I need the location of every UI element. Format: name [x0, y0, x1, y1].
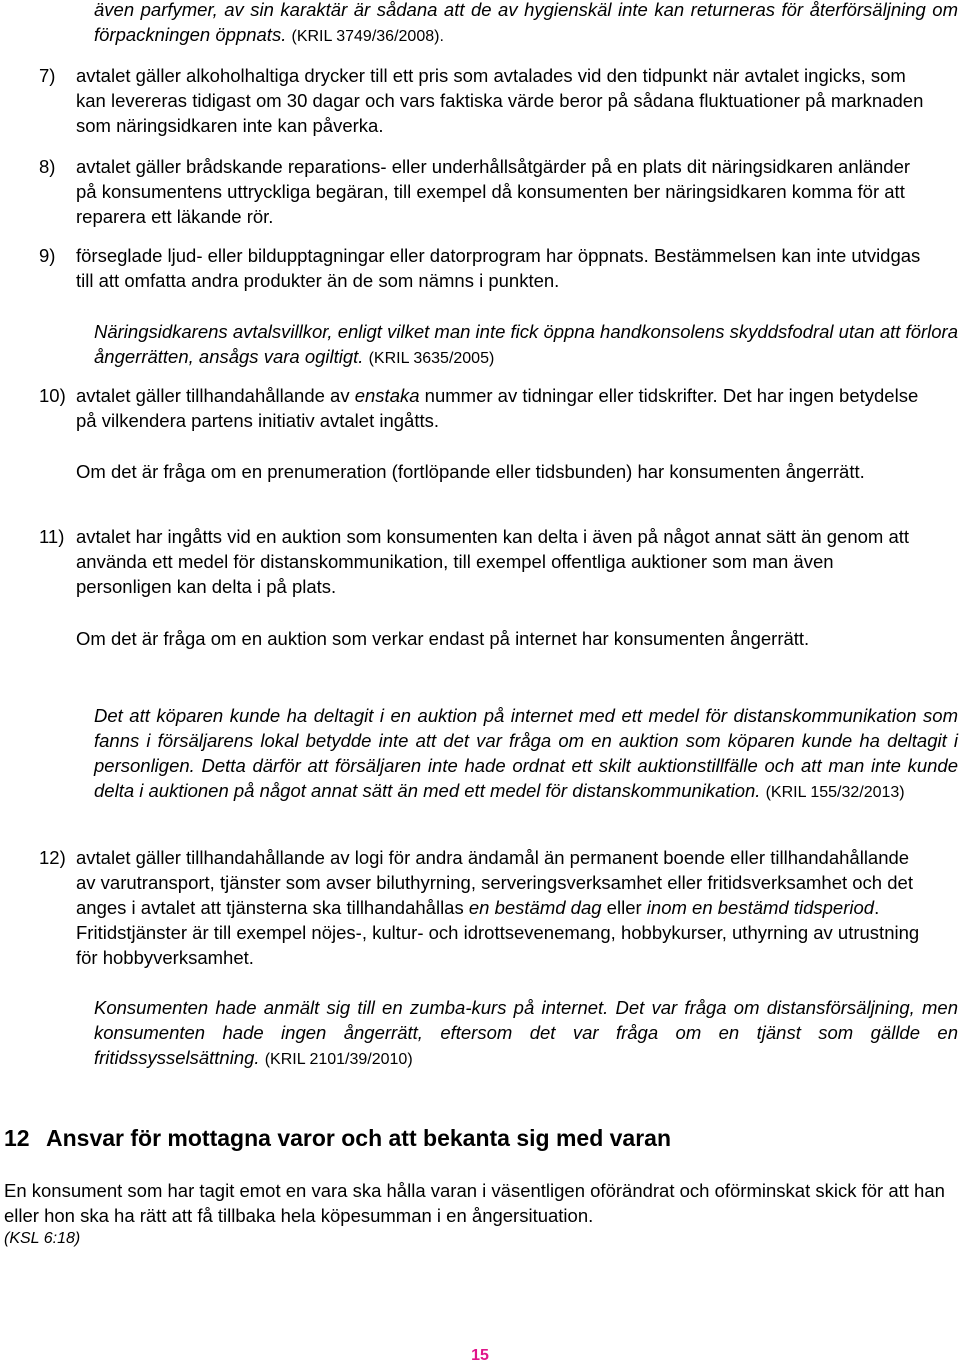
section-title: Ansvar för mottagna varor och att bekanta sig med varan [46, 1125, 672, 1151]
example-text: Konsumenten hade anmält sig till en zumba-kurs på internet. Det var fråga om distansförsäljning, men konsumenten hade ingen ångerrätt, eftersom det var fråga om en tjänst som gällde en fritidssysselsättning. [94, 997, 958, 1068]
section-heading [4, 1124, 671, 1152]
item-text-emphasis: en bestämd dag [468, 897, 602, 918]
item-number: 7) [39, 65, 56, 86]
item-text-emphasis: enstaka [354, 385, 420, 406]
example-ref: (KRIL 155/32/2013) [765, 784, 905, 801]
intro-ref: (KRIL 3749/36/2008). [291, 28, 444, 45]
item-text-emphasis: inom en bestämd tidsperiod [646, 897, 875, 918]
example-paragraph [94, 319, 958, 371]
item-text: avtalet gäller brådskande reparations- eller underhållsåtgärder på en plats dit näringsidkaren anländer på konsumentens uttryckliga begäran, till exempel då konsumenten ber näringsidkaren komma för att reparera ett läkande rör. [76, 156, 911, 227]
item-text: förseglade ljud- eller bildupptagningar eller datorprogram har öppnats. Bestämmelsen kan inte utvidgas till att omfatta andra produkter än de som nämns i punkten. [76, 245, 921, 291]
item-text-part: eller [601, 897, 647, 918]
example-text: Det att köparen kunde ha deltagit i en auktion på internet med ett medel för distanskommunikation som fanns i försäljarens lokal betydde inte att det var fråga om en auktion som köparen kunde ha deltagit i personligen. Detta därför att försäljaren inte hade ordnat ett skilt auktionstillfälle och att man inte kunde delta i auktionen på något annat sätt än med ett medel för distanskommunikation. [94, 705, 958, 801]
item-text-part: nummer av tidningar eller tidskrifter. Det har ingen betydelse på vilkendera partens initiativ avtalet ingåtts. [76, 385, 919, 431]
example-ref: (KRIL 3635/2005) [368, 350, 495, 367]
example-paragraph [94, 703, 958, 805]
example-ref: (KRIL 2101/39/2010) [264, 1051, 413, 1068]
intro-text: även parfymer, av sin karaktär är sådana att de av hygienskäl inte kan returneras för återförsäljning om förpackningen öppnats. [94, 0, 958, 45]
item-text-part: avtalet gäller tillhandahållande av logi för andra ändamål än permanent boende eller tillhandahållande av varutransport, tjänster som avser biluthyrning, serveringsverksamhet eller fritidsverksamhet och det anges i avtalet att tjänsterna ska tillhandahållas [76, 847, 913, 918]
example-paragraph [94, 995, 958, 1072]
example-text: Näringsidkarens avtalsvillkor, enligt vilket man inte fick öppna handkonsolens skyddsfodral utan att förlora ångerrätten, ansågs vara ogiltigt. [94, 321, 958, 367]
section-body: En konsument som har tagit emot en vara ska hålla varan i väsentligen oförändrat och oförminskat skick för att han eller hon ska ha rätt att få tillbaka hela köpesumman i en ångersituation. [4, 1180, 945, 1226]
item-note: Om det är fråga om en prenumeration (fortlöpande eller tidsbunden) har konsumenten ångerrätt. [76, 461, 865, 482]
section-ref: (KSL 6:18) [4, 1230, 81, 1247]
page-number: 15 [471, 1347, 489, 1364]
item-note: Om det är fråga om en auktion som verkar endast på internet har konsumenten ångerrätt. [76, 628, 810, 649]
item-text-part: avtalet gäller tillhandahållande av [76, 385, 355, 406]
item-text: avtalet gäller alkoholhaltiga drycker till ett pris som avtalades vid den tidpunkt när avtalet ingicks, som kan levereras tidigast om 30 dagar och vars faktiska värde beror på sådana fluktuationer på marknaden som näringsidkaren inte kan påverka. [76, 65, 924, 136]
intro-paragraph [94, 0, 958, 49]
item-text: avtalet har ingåtts vid en auktion som konsumenten kan delta i även på något annat sätt än genom att använda ett medel för distanskommunikation, till exempel offentliga auktioner som man även personligen kan delta i på plats. [76, 526, 910, 597]
item-text-part: . Fritidstjänster är till exempel nöjes-, kultur- och idrottsevenemang, hobbykurser, uthyrning av utrustning för hobbyverksamhet. [76, 897, 920, 968]
item-number: 12) [39, 847, 66, 868]
item-number: 9) [39, 245, 56, 266]
item-text [76, 845, 928, 970]
item-text [76, 383, 928, 433]
item-number: 10) [39, 385, 66, 406]
item-number: 11) [39, 526, 65, 547]
item-number: 8) [39, 156, 56, 177]
section-number: 12 [4, 1125, 30, 1151]
